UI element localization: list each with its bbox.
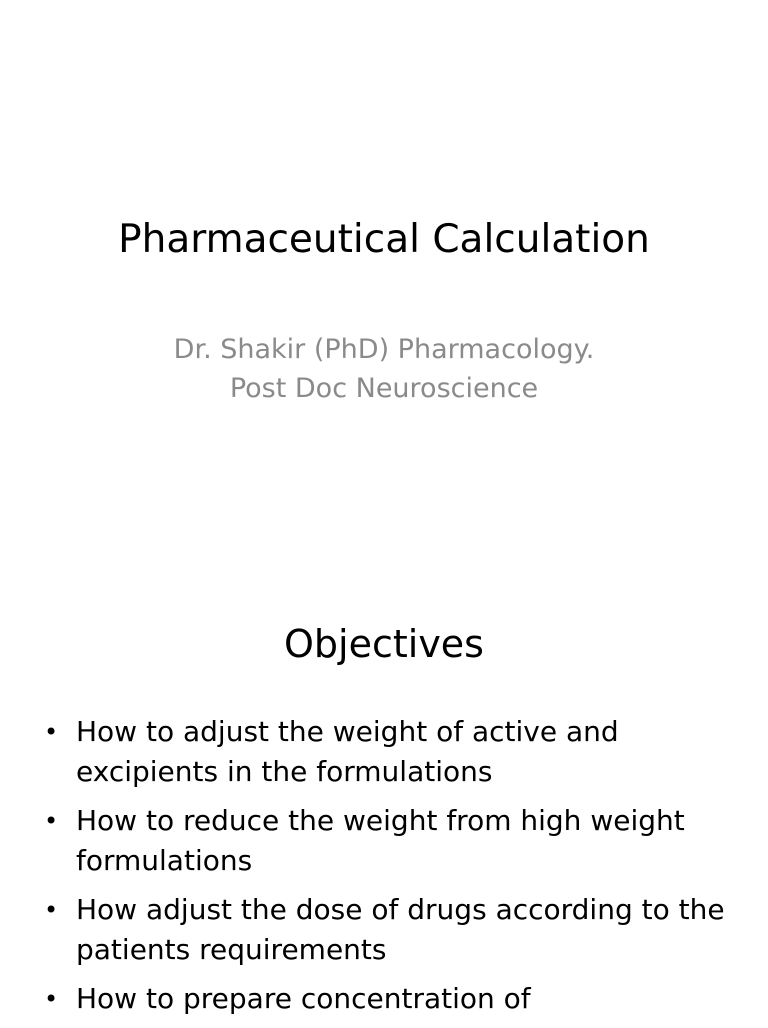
objective-text: How adjust the dose of drugs according to the patients requirements xyxy=(76,893,725,966)
objective-item xyxy=(38,712,728,792)
objective-item xyxy=(38,979,728,1019)
objective-text: How to adjust the weight of active and excipients in the formulations xyxy=(76,715,619,788)
bullet-icon: • xyxy=(44,896,59,924)
objectives-slide xyxy=(0,560,768,1024)
subtitle-line-affiliation: Post Doc Neuroscience xyxy=(229,373,539,404)
objectives-list xyxy=(38,712,728,1028)
bullet-icon: • xyxy=(44,807,59,835)
bullet-icon: • xyxy=(44,718,59,746)
objective-text: How to reduce the weight from high weight formulations xyxy=(76,804,685,877)
presentation-title: Pharmaceutical Calculation xyxy=(118,217,650,262)
objectives-heading: Objectives xyxy=(284,622,484,666)
objective-text: How to prepare concentration of xyxy=(76,982,531,1015)
presentation-subtitle xyxy=(0,330,768,408)
bullet-icon: • xyxy=(44,985,59,1013)
objective-item xyxy=(38,801,728,881)
objective-item xyxy=(38,890,728,970)
subtitle-line-author: Dr. Shakir (PhD) Pharmacology. xyxy=(173,334,595,365)
